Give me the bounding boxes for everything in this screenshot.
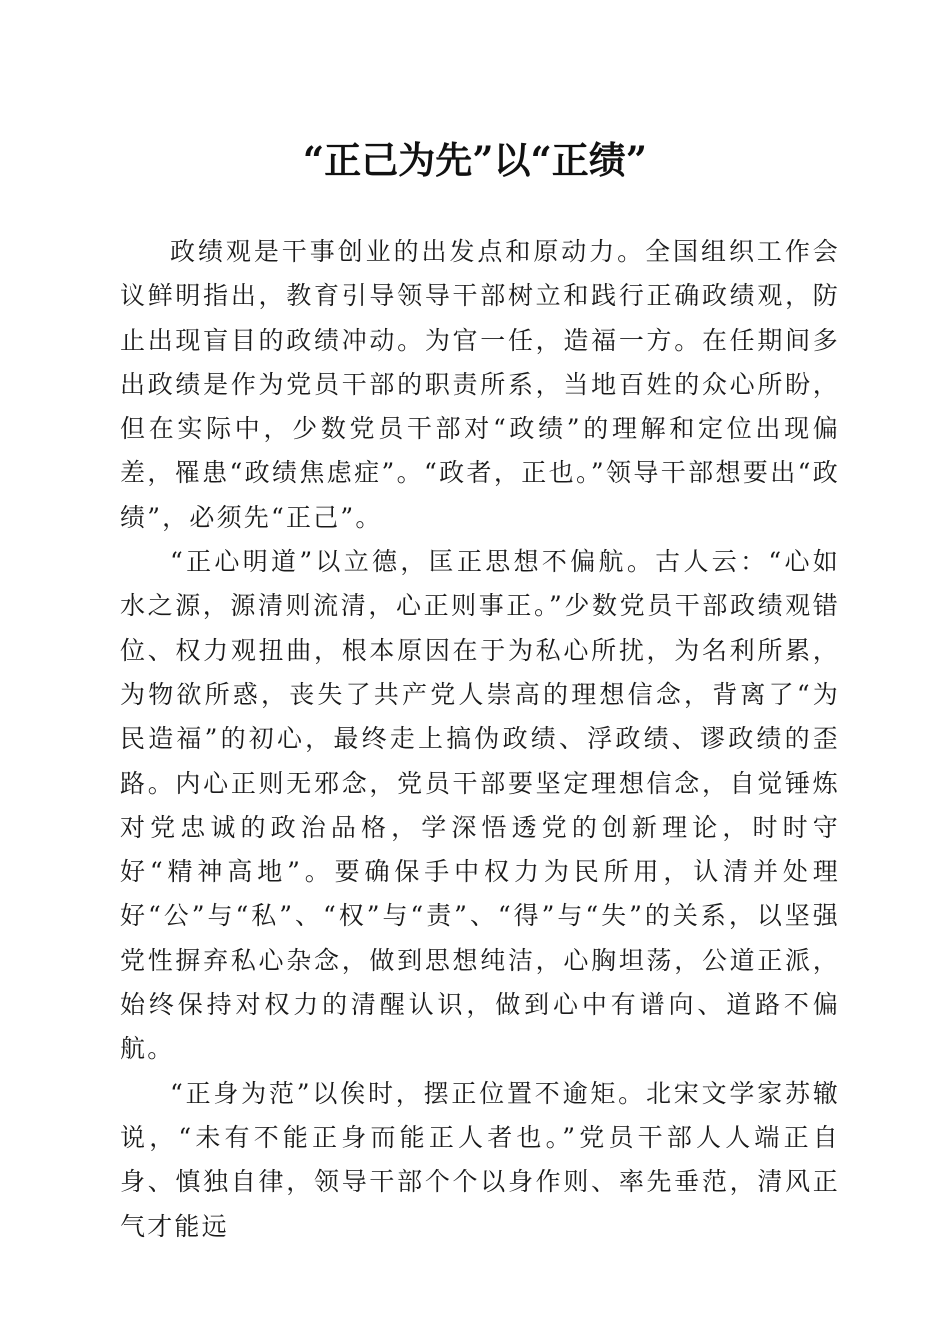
document-title: “正己为先”以“正绩”: [302, 138, 648, 182]
paragraph: 政绩观是干事创业的出发点和原动力。全国组织工作会议鲜明指出，教育引导领导干部树立和践行正确政绩观，防止出现盲目的政绩冲动。为官一任，造福一方。在任期间多出政绩是作为党员干部的职责所系，当地百姓的众心所盼，但在实际中，少数党员干部对“政绩”的理解和定位出现偏差，罹患“政绩焦虑症”。“政者，正也。”领导干部想要出“政绩”，必须先“正己”。: [120, 237, 840, 532]
paragraph: “正心明道”以立德，匡正思想不偏航。古人云：“心如水之源，源清则流清，心正则事正。”少数党员干部政绩观错位、权力观扭曲，根本原因在于为私心所扰，为名利所累，为物欲所惑，丧失了共产党人崇高的理想信念，背离了“为民造福”的初心，最终走上搞伪政绩、浮政绩、谬政绩的歪路。内心正则无邪念，党员干部要坚定理想信念，自觉锤炼对党忠诚的政治品格，学深悟透党的创新理论，时时守好“精神高地”。要确保手中权力为民所用，认清并处理好“公”与“私”、“权”与“责”、“得”与“失”的关系，以坚强党性摒弃私心杂念，做到思想纯洁，心胸坦荡，公道正派，始终保持对权力的清醒认识，做到心中有谱向、道路不偏航。: [120, 547, 840, 1064]
paragraph: “正身为范”以俟时，摆正位置不逾矩。北宋文学家苏辙说，“未有不能正身而能正人者也。”党员干部人人端正自身、慎独自律，领导干部个个以身作则、率先垂范，清风正气才能远: [120, 1078, 840, 1241]
document-body: [120, 230, 840, 1249]
